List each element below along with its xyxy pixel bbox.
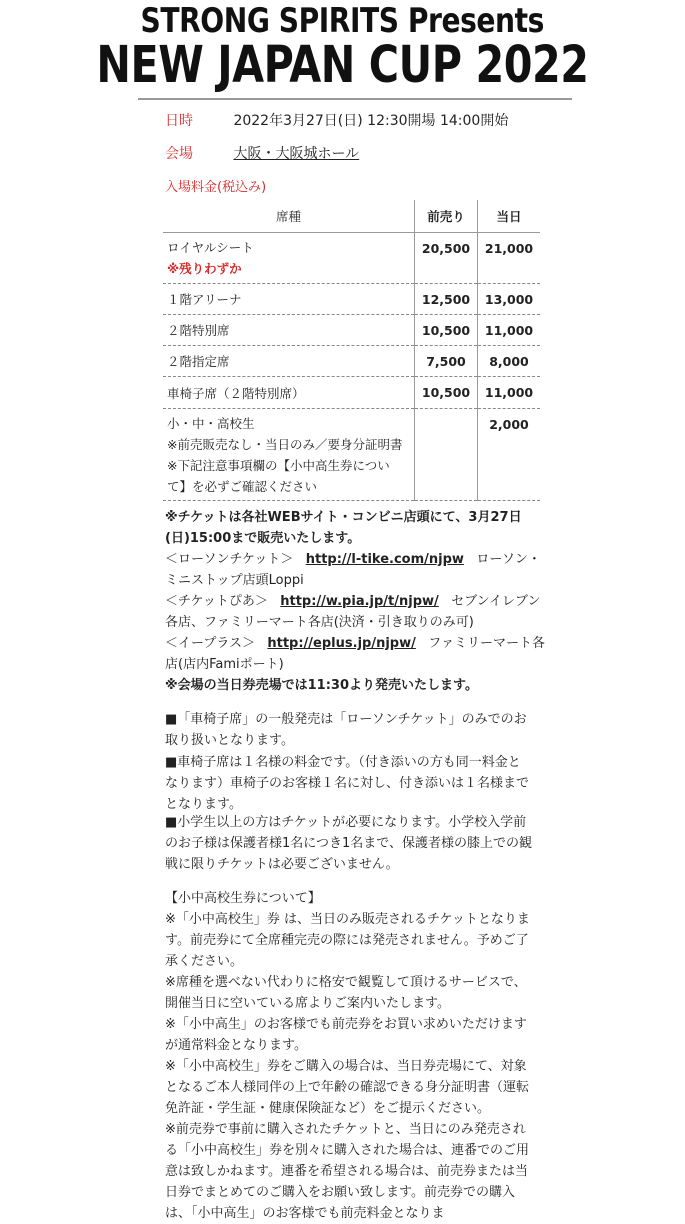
advance-price: 10,500 xyxy=(415,315,478,346)
day-price: 8,000 xyxy=(478,346,541,377)
student-line: る「小中高校生」券を別々に購入された場合は、連番でのご用 xyxy=(165,1143,530,1158)
header-advance: 前売り xyxy=(415,200,478,233)
table-row xyxy=(163,315,540,346)
advance-price: 12,500 xyxy=(415,284,478,315)
venue-row xyxy=(165,143,359,163)
eplus-line-2: 店(店内Famiポート) xyxy=(165,657,284,672)
seat-name: ２階指定席 xyxy=(163,346,415,377)
venue-label: 会場 xyxy=(165,146,193,162)
student-line: 開催当日に空いている席よりご案内いたします。 xyxy=(165,996,450,1011)
same-day-sales-note: ※会場の当日券売場では11:30より発売いたします。 xyxy=(165,678,478,693)
student-heading: 【小中高校生券について】 xyxy=(165,891,321,906)
table-row xyxy=(163,409,540,501)
student-line: 日券でまとめてのご購入をお願い致します。前売券での購入 xyxy=(165,1185,515,1200)
date-label: 日時 xyxy=(165,113,193,129)
student-line: ※「小中高校生」券をご購入の場合は、当日券売場にて、対象 xyxy=(165,1059,527,1074)
pia-name: ＜チケットぴあ＞ xyxy=(165,594,268,609)
advance-price: 20,500 xyxy=(415,233,478,284)
note-line: 戦に限りチケットは必要ございません。 xyxy=(165,857,399,872)
header-seat: 席種 xyxy=(163,200,415,233)
student-line: 意は致しかねます。連番を希望される場合は、前売券または当 xyxy=(165,1164,528,1179)
seat-name: ２階特別席 xyxy=(163,315,415,346)
note-line: ■「車椅子席」の一般発売は「ローソンチケット」のみでのお xyxy=(165,712,527,727)
header-day: 当日 xyxy=(478,200,541,233)
note-wheelchair-price xyxy=(165,752,529,815)
seat-cell xyxy=(163,409,415,501)
student-line: す。前売券にて全席種完売の際には発売されません。予めご了 xyxy=(165,933,529,948)
student-line: ※「小中高校生」券 は、当日のみ販売されるチケットとなりま xyxy=(165,912,530,927)
student-line: が通常料金となります。 xyxy=(165,1038,307,1053)
event-header xyxy=(0,0,685,94)
student-line: ※前売券で事前に購入されたチケットと、当日にのみ発売され xyxy=(165,1122,526,1137)
seat-note: て】を必ずご確認ください xyxy=(167,478,318,494)
note-wheelchair-sales xyxy=(165,709,527,751)
advance-price: 7,500 xyxy=(415,346,478,377)
note-line: のお子様は保護者様1名につき1名まで、保護者様の膝上での観 xyxy=(165,836,533,851)
lawson-line xyxy=(165,549,545,570)
advance-price xyxy=(415,409,478,501)
day-price: 11,000 xyxy=(478,315,541,346)
date-value: 2022年3月27日(日) 12:30開場 14:00開始 xyxy=(233,113,509,129)
lawson-line-2: ミニストップ店頭Loppi xyxy=(165,573,304,588)
eplus-link[interactable]: http://eplus.jp/njpw/ xyxy=(267,636,416,651)
note-line: 取り扱いとなります。 xyxy=(165,733,294,748)
pia-link[interactable]: http://w.pia.jp/t/njpw/ xyxy=(280,594,439,609)
seat-note: ※残りわずか xyxy=(167,261,242,276)
table-row xyxy=(163,233,540,284)
student-line: 承ください。 xyxy=(165,954,244,969)
note-line: ■小学生以上の方はチケットが必要になります。小学校入学前 xyxy=(165,815,527,830)
seat-note: ※前売販売なし・当日のみ／要身分証明書 xyxy=(167,436,403,452)
sales-info xyxy=(165,507,545,696)
eplus-tail: ファミリーマート各 xyxy=(428,636,546,651)
venue-link[interactable]: 大阪・大阪城ホール xyxy=(233,146,360,162)
day-price: 2,000 xyxy=(478,409,541,501)
table-row xyxy=(163,377,540,409)
presenter-title: STRONG SPIRITS Presents xyxy=(140,1,545,41)
price-table xyxy=(163,200,540,501)
pia-line xyxy=(165,591,545,612)
event-title: NEW JAPAN CUP 2022 xyxy=(96,36,589,95)
seat-note: ※下記注意事項欄の【小中高生券につい xyxy=(167,457,390,473)
table-row xyxy=(163,284,540,315)
sales-line: ※チケットは各社WEBサイト・コンビニ店頭にて、3月27日 xyxy=(165,510,522,525)
table-row xyxy=(163,346,540,377)
student-line: ※「小中高生」のお客様でも前売券をお買い求めいただけます xyxy=(165,1017,527,1032)
price-table-header xyxy=(163,200,540,233)
note-children xyxy=(165,812,532,875)
date-row xyxy=(165,110,508,130)
lawson-name: ＜ローソンチケット＞ xyxy=(165,552,294,567)
header-divider xyxy=(138,98,572,100)
student-line: は、「小中高生」のお客様でも前売料金となりま xyxy=(165,1206,445,1221)
seat-name: １階アリーナ xyxy=(163,284,415,315)
day-price: 11,000 xyxy=(478,377,541,409)
note-line: となります。 xyxy=(165,797,242,812)
lawson-tail: ローソン・ xyxy=(476,552,541,567)
student-line: ※席種を選べない代わりに格安で観覧して頂けるサービスで、 xyxy=(165,975,527,990)
seat-name: 車椅子席（２階特別席） xyxy=(163,377,415,409)
note-line: ■車椅子席は１名様の料金です。（付き添いの方も同一料金と xyxy=(165,755,521,770)
seat-name: ロイヤルシート xyxy=(167,240,254,255)
seat-name: 小・中・高校生 xyxy=(167,415,255,431)
pia-tail: セブンイレブン xyxy=(451,594,541,609)
pia-line-2: 各店、ファミリーマート各店(決済・引き取りのみ可) xyxy=(165,615,474,630)
student-line: 免許証・学生証・健康保険証など）をご提示ください。 xyxy=(165,1101,491,1116)
student-ticket-section xyxy=(165,888,530,1224)
sales-line: (日)15:00まで販売いたします。 xyxy=(165,531,361,546)
note-line: なります）車椅子のお客様１名に対し、付き添いは１名様まで xyxy=(165,776,530,791)
day-price: 21,000 xyxy=(478,233,541,284)
day-price: 13,000 xyxy=(478,284,541,315)
eplus-line xyxy=(165,633,545,654)
fee-label: 入場料金(税込み) xyxy=(165,180,267,195)
lawson-link[interactable]: http://l-tike.com/njpw xyxy=(305,552,464,567)
eplus-name: ＜イープラス＞ xyxy=(165,636,255,651)
seat-cell xyxy=(163,233,415,284)
student-line: となるご本人様同伴の上で年齢の確認できる身分証明書（運転 xyxy=(165,1080,530,1095)
advance-price: 10,500 xyxy=(415,377,478,409)
